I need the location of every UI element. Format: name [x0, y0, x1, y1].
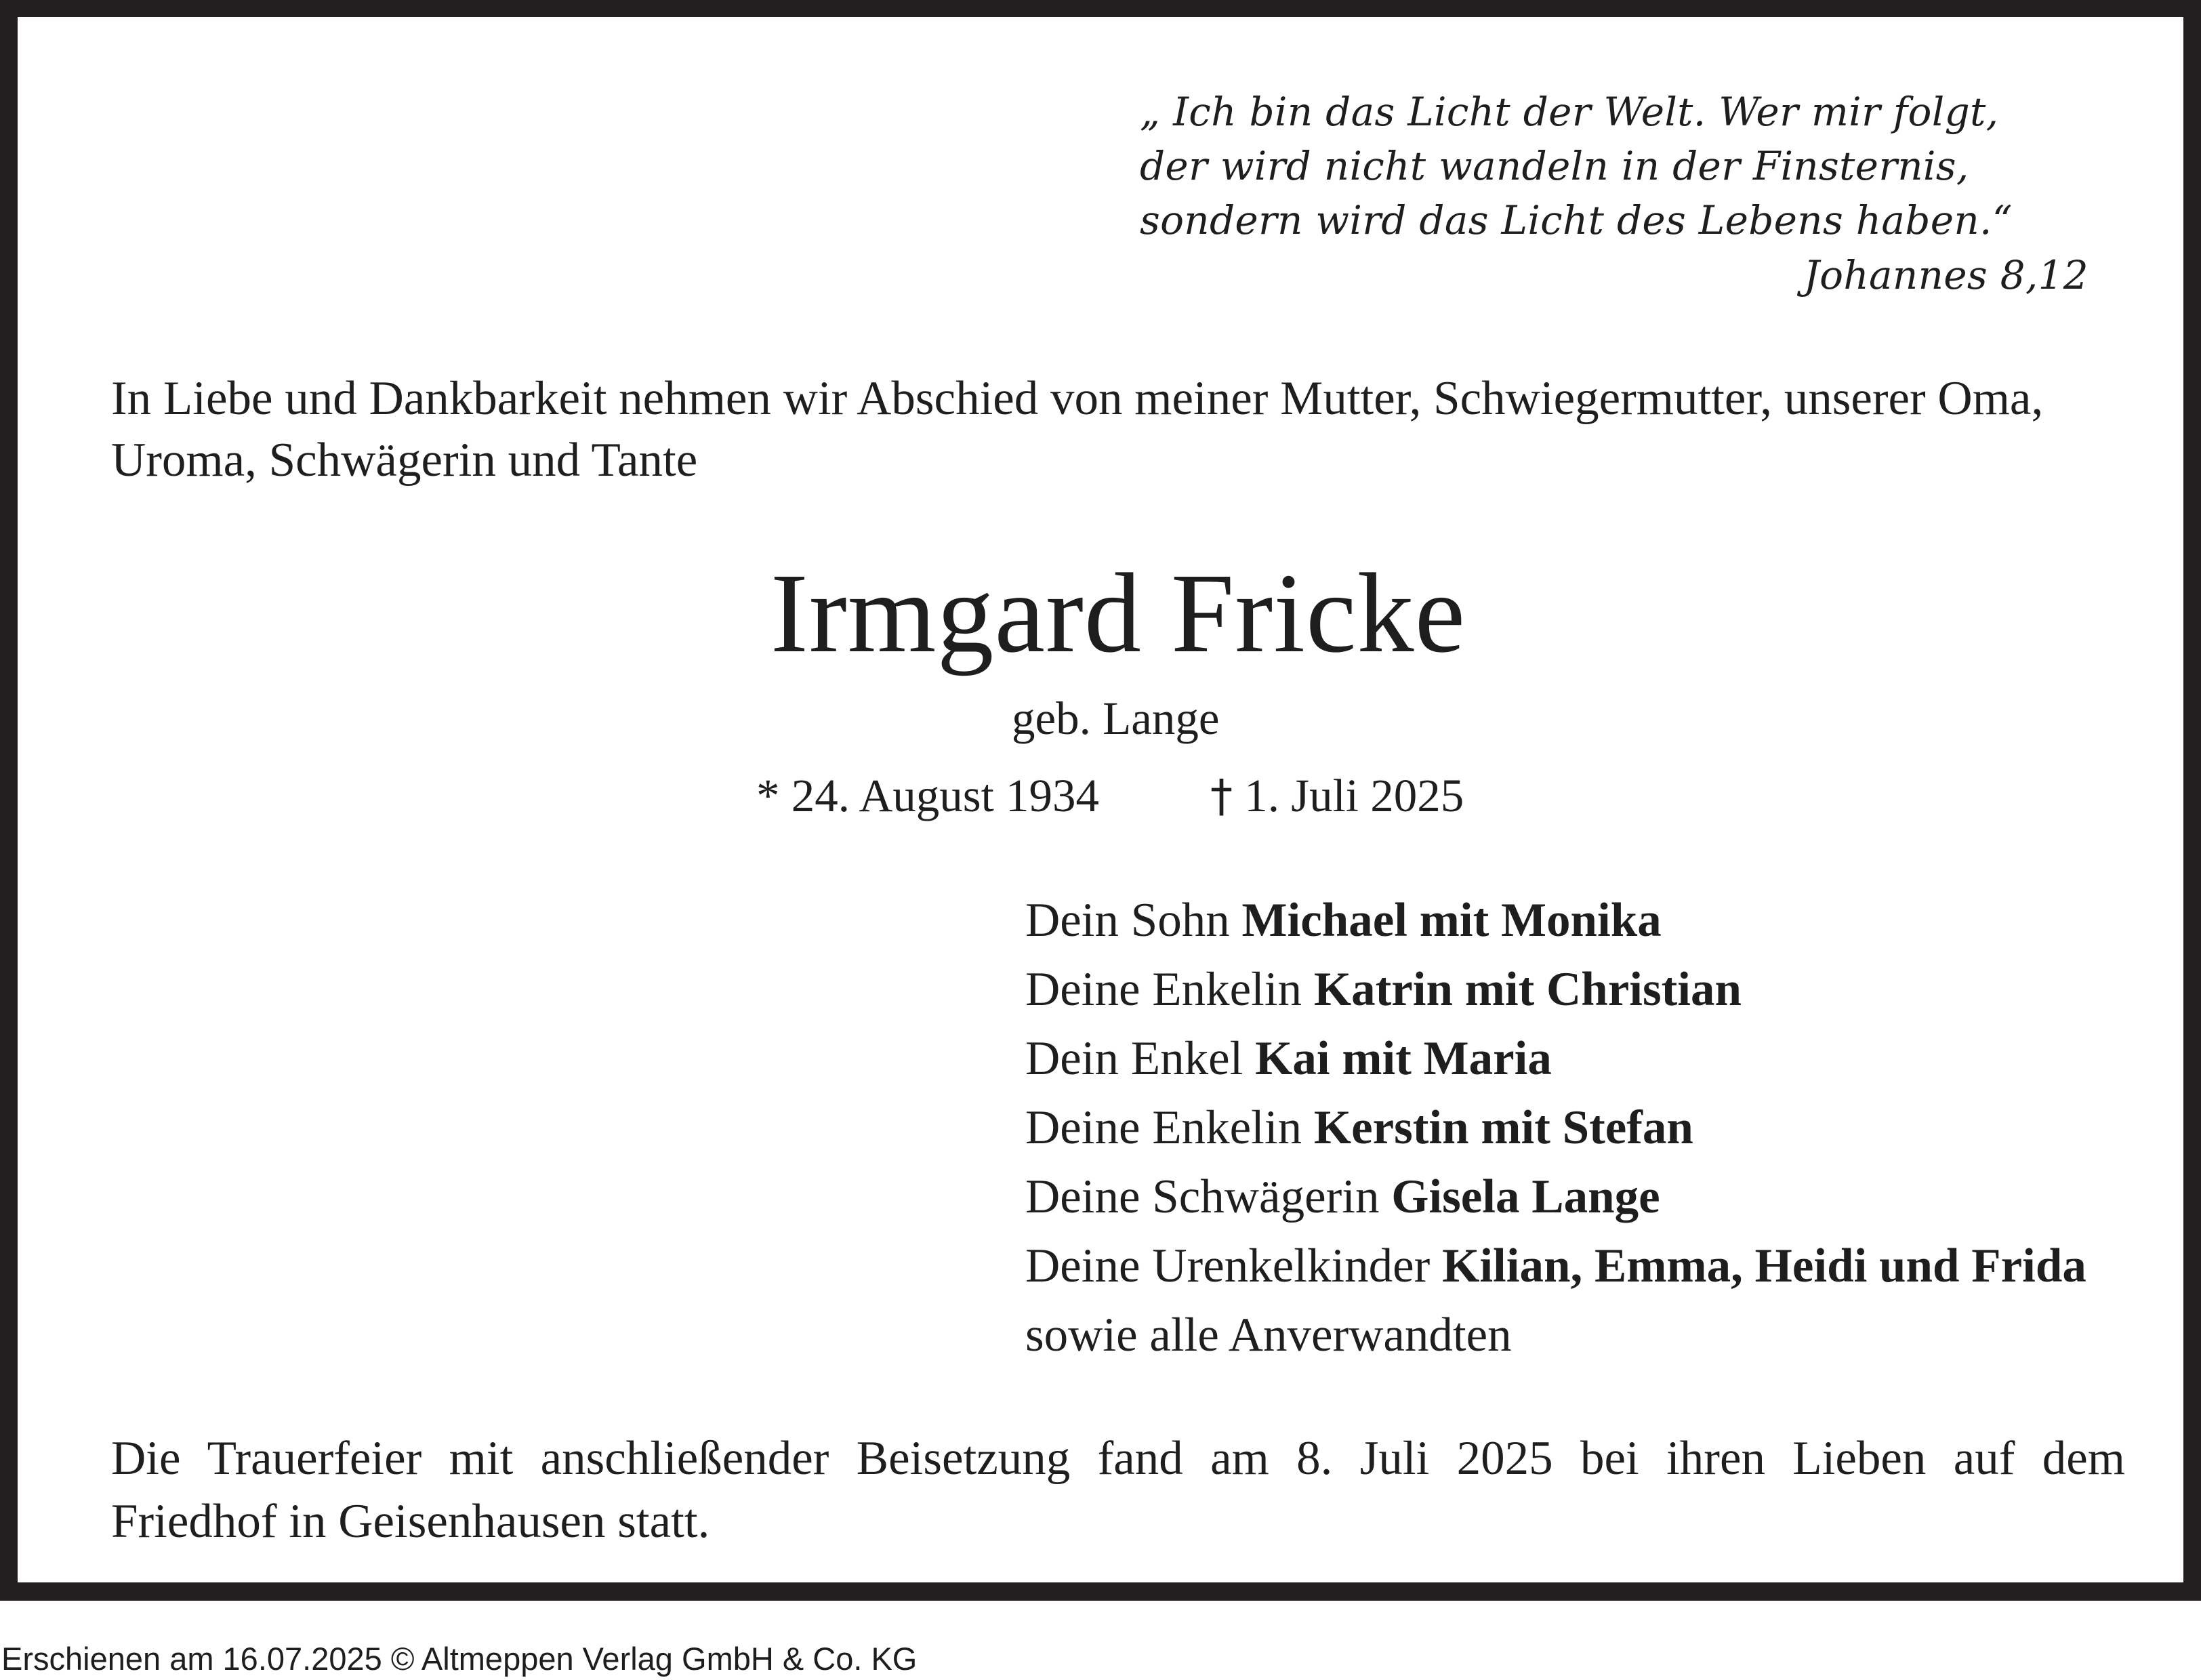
mourner-relation: sowie alle Anverwandten — [1025, 1309, 1512, 1361]
mourners-list — [1025, 886, 2086, 1370]
death-date: 1. Juli 2025 — [1244, 770, 1464, 821]
intro-line: Uroma, Schwägerin und Tante — [111, 434, 698, 487]
funeral-line: Friedhof in Geisenhausen statt. — [111, 1495, 710, 1548]
bible-verse — [1140, 85, 2089, 302]
mourner-row — [1025, 1162, 2086, 1231]
verse-line: „ Ich bin das Licht der Welt. Wer mir folgt, — [1140, 89, 1999, 135]
life-dates — [756, 765, 1464, 826]
mourner-names: Kerstin mit Stefan — [1313, 1101, 1693, 1154]
funeral-notice — [111, 1427, 2125, 1553]
mourner-row — [1025, 1231, 2086, 1300]
cross-icon: † — [1210, 770, 1233, 822]
mourner-names: Kai mit Maria — [1255, 1032, 1552, 1085]
mourner-row — [1025, 1024, 2086, 1093]
maiden-name: geb. Lange — [1012, 693, 1220, 744]
death-date-group — [1210, 765, 1464, 827]
intro-text — [111, 368, 2124, 491]
mourner-names: Gisela Lange — [1391, 1170, 1660, 1223]
mourner-row — [1025, 955, 2086, 1024]
mourner-relation: Dein Enkel — [1025, 1032, 1243, 1085]
publication-footer: Erschienen am 16.07.2025 © Altmeppen Verlag GmbH & Co. KG — [1, 1641, 918, 1677]
intro-line: In Liebe und Dankbarkeit nehmen wir Abschied von meiner Mutter, Schwiegermutter, unserer Oma, — [111, 372, 2044, 425]
funeral-line: Die Trauerfeier mit anschließender Beisetzung fand am 8. Juli 2025 bei ihren Lieben auf dem — [111, 1432, 2125, 1485]
mourner-relation: Dein Sohn — [1025, 894, 1230, 947]
mourner-names: Katrin mit Christian — [1313, 963, 1742, 1016]
verse-line: sondern wird das Licht des Lebens haben.“ — [1140, 197, 2013, 243]
mourner-row — [1025, 1300, 2086, 1370]
mourner-relation: Deine Schwägerin — [1025, 1170, 1380, 1223]
deceased-name: Irmgard Fricke — [770, 550, 1466, 676]
verse-reference: Johannes 8,12 — [1803, 252, 2089, 298]
mourner-relation: Deine Urenkelkinder — [1025, 1239, 1431, 1292]
birth-date: * 24. August 1934 — [756, 770, 1100, 821]
mourner-relation: Deine Enkelin — [1025, 1101, 1302, 1154]
mourner-names: Michael mit Monika — [1241, 894, 1662, 947]
verse-line: der wird nicht wandeln in der Finsternis, — [1140, 143, 1969, 189]
mourner-row — [1025, 1093, 2086, 1162]
mourner-relation: Deine Enkelin — [1025, 963, 1302, 1016]
mourner-names: Kilian, Emma, Heidi und Frida — [1442, 1239, 2086, 1292]
mourner-row — [1025, 886, 2086, 955]
